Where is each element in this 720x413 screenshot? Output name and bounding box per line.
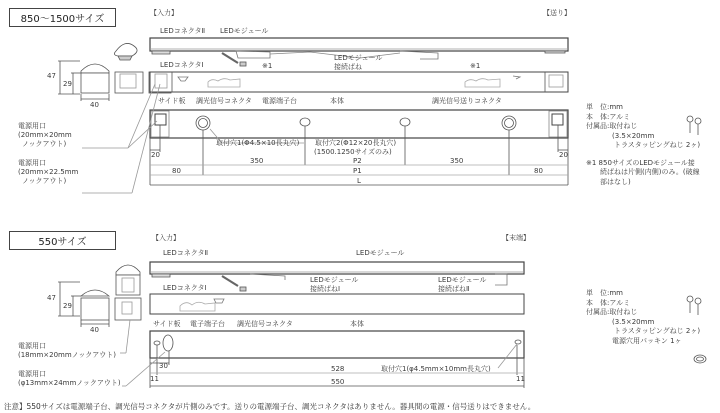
mount-hole-label-550: 取付穴1(φ4.5mm×10mm長丸穴) bbox=[381, 365, 491, 373]
power-terminal-label-550: 電子端子台 bbox=[190, 320, 225, 328]
dim-p2-right: 350 bbox=[450, 157, 464, 165]
note-mark-left: ※1 bbox=[262, 62, 273, 70]
dim-edge-left: 20 bbox=[151, 151, 160, 159]
knockout-1-label-1: 電源用口 bbox=[18, 122, 46, 130]
body-label-550: 本体 bbox=[350, 320, 364, 328]
dim-length: L bbox=[357, 177, 361, 185]
spec-accessory-550-detail1: (3.5×20mm bbox=[612, 317, 655, 326]
dim-height-body: 29 bbox=[63, 80, 72, 88]
dim-edge-right: 20 bbox=[559, 151, 568, 159]
mount-hole-2-label: 取付穴2(Φ12×20長丸穴) bbox=[315, 139, 397, 147]
module-spring-label-1: LEDモジュール bbox=[334, 54, 383, 62]
knockout-1-label-550-2: (18mm×20mmノックアウト) bbox=[18, 351, 116, 359]
knockout-1-label-3: ノックアウト) bbox=[22, 140, 67, 148]
knockout-2-label-550-1: 電源用口 bbox=[18, 370, 46, 378]
dim-p1-offset-right: 80 bbox=[534, 167, 543, 175]
dim-height-body-550: 29 bbox=[63, 302, 72, 310]
mount-hole-1-label: 取付穴1(Φ4.5×10長丸穴) bbox=[216, 139, 300, 147]
module-spring-label-2: 接続ばね bbox=[334, 63, 362, 71]
knockout-2-label-1: 電源用口 bbox=[18, 159, 46, 167]
dim-p2: P2 bbox=[353, 157, 362, 165]
knockout-1-label-2: (20mm×20mm bbox=[18, 131, 72, 139]
spring-2-label-1: LEDモジュール bbox=[438, 276, 487, 284]
note-mark-right: ※1 bbox=[470, 62, 481, 70]
dim-height-total-550: 47 bbox=[47, 294, 56, 302]
input-label-bottom: 【入力】 bbox=[152, 234, 180, 242]
spec-accessory-550-detail2: トラスタッピングねじ 2ヶ) bbox=[614, 327, 701, 335]
side-plate-label: サイド板 bbox=[158, 97, 186, 105]
dim-pitch-528: 528 bbox=[331, 365, 345, 373]
input-label-top: 【入力】 bbox=[150, 9, 178, 17]
dim-width: 40 bbox=[90, 101, 99, 109]
led-connector-2-label-550: LEDコネクタⅡ bbox=[163, 249, 209, 257]
mount-hole-2-note: (1500.1250サイズのみ) bbox=[314, 148, 392, 156]
dimming-out-connector-label: 調光信号送りコネクタ bbox=[432, 97, 502, 105]
led-module-label: LEDモジュール bbox=[220, 27, 269, 35]
led-module-label-550: LEDモジュール bbox=[356, 249, 405, 257]
spec-accessory-detail2: トラスタッピングねじ 2ヶ) bbox=[614, 141, 701, 149]
spec-accessory-550-detail3: 電源穴用パッキン 1ヶ bbox=[612, 336, 682, 345]
spec-accessory: 付属品:取付ねじ bbox=[586, 122, 638, 130]
specs-top bbox=[586, 103, 700, 187]
end-label-bottom: 【末端】 bbox=[502, 234, 530, 242]
spring-1-label-2: 接続ばねⅠ bbox=[310, 285, 341, 293]
led-connector-1-label-550: LEDコネクタⅠ bbox=[163, 284, 207, 292]
caution-note: 注意】550サイズは電源端子台、調光信号コネクタが片側のみです。送りの電源端子台、調光コネクタはありません。器具間の電源・信号送りはできません。 bbox=[4, 402, 536, 411]
spec-unit-550: 単 位:mm bbox=[586, 289, 623, 297]
dim-p2-left: 350 bbox=[250, 157, 264, 165]
dim-length-550: 550 bbox=[331, 378, 345, 386]
dim-edge-right-550: 11 bbox=[516, 375, 525, 383]
spec-body-550: 本 体:アルミ bbox=[586, 298, 631, 307]
footnote-3: 部はなし) bbox=[600, 177, 631, 186]
knockout-2-label-2: (20mm×22.5mm bbox=[18, 168, 79, 176]
led-connector-1-label: LEDコネクタⅠ bbox=[160, 61, 204, 69]
spec-unit: 単 位:mm bbox=[586, 103, 623, 111]
spring-2-label-2: 接続ばねⅡ bbox=[438, 285, 470, 293]
body-label: 本体 bbox=[330, 97, 344, 105]
spec-accessory-detail1: (3.5×20mm bbox=[612, 131, 655, 140]
spec-accessory-550: 付属品:取付ねじ bbox=[586, 308, 638, 316]
knockout-2-label-550-2: (φ13mm×24mmノックアウト) bbox=[18, 379, 121, 387]
side-plate-label-550: サイド板 bbox=[153, 320, 181, 328]
specs-bottom bbox=[586, 289, 700, 346]
spring-1-label-1: LEDモジュール bbox=[310, 276, 359, 284]
spec-body: 本 体:アルミ bbox=[586, 112, 631, 121]
dim-p1: P1 bbox=[353, 167, 362, 175]
dim-width-550: 40 bbox=[90, 326, 99, 334]
dim-height-total: 47 bbox=[47, 72, 56, 80]
dim-offset-30: 30 bbox=[159, 362, 168, 370]
output-label-top: 【送り】 bbox=[543, 9, 571, 17]
footnote-2: 続ばねは片側(内側)のみ。(破線 bbox=[600, 168, 700, 176]
footnote-1: ※1 850サイズのLEDモジュール接 bbox=[586, 158, 695, 167]
dimming-connector-label: 調光信号コネクタ bbox=[196, 97, 252, 105]
power-terminal-label: 電源端子台 bbox=[262, 97, 297, 105]
dim-p1-offset-left: 80 bbox=[172, 167, 181, 175]
dimming-connector-label-550: 調光信号コネクタ bbox=[237, 320, 293, 328]
knockout-1-label-550-1: 電源用口 bbox=[18, 342, 46, 350]
section-title-550: 550サイズ bbox=[9, 231, 116, 250]
knockout-2-label-3: ノックアウト) bbox=[22, 177, 67, 185]
led-connector-2-label: LEDコネクタⅡ bbox=[160, 27, 206, 35]
dim-edge-left-550: 11 bbox=[150, 375, 159, 383]
section-title-850-1500: 850～1500サイズ bbox=[9, 8, 116, 27]
